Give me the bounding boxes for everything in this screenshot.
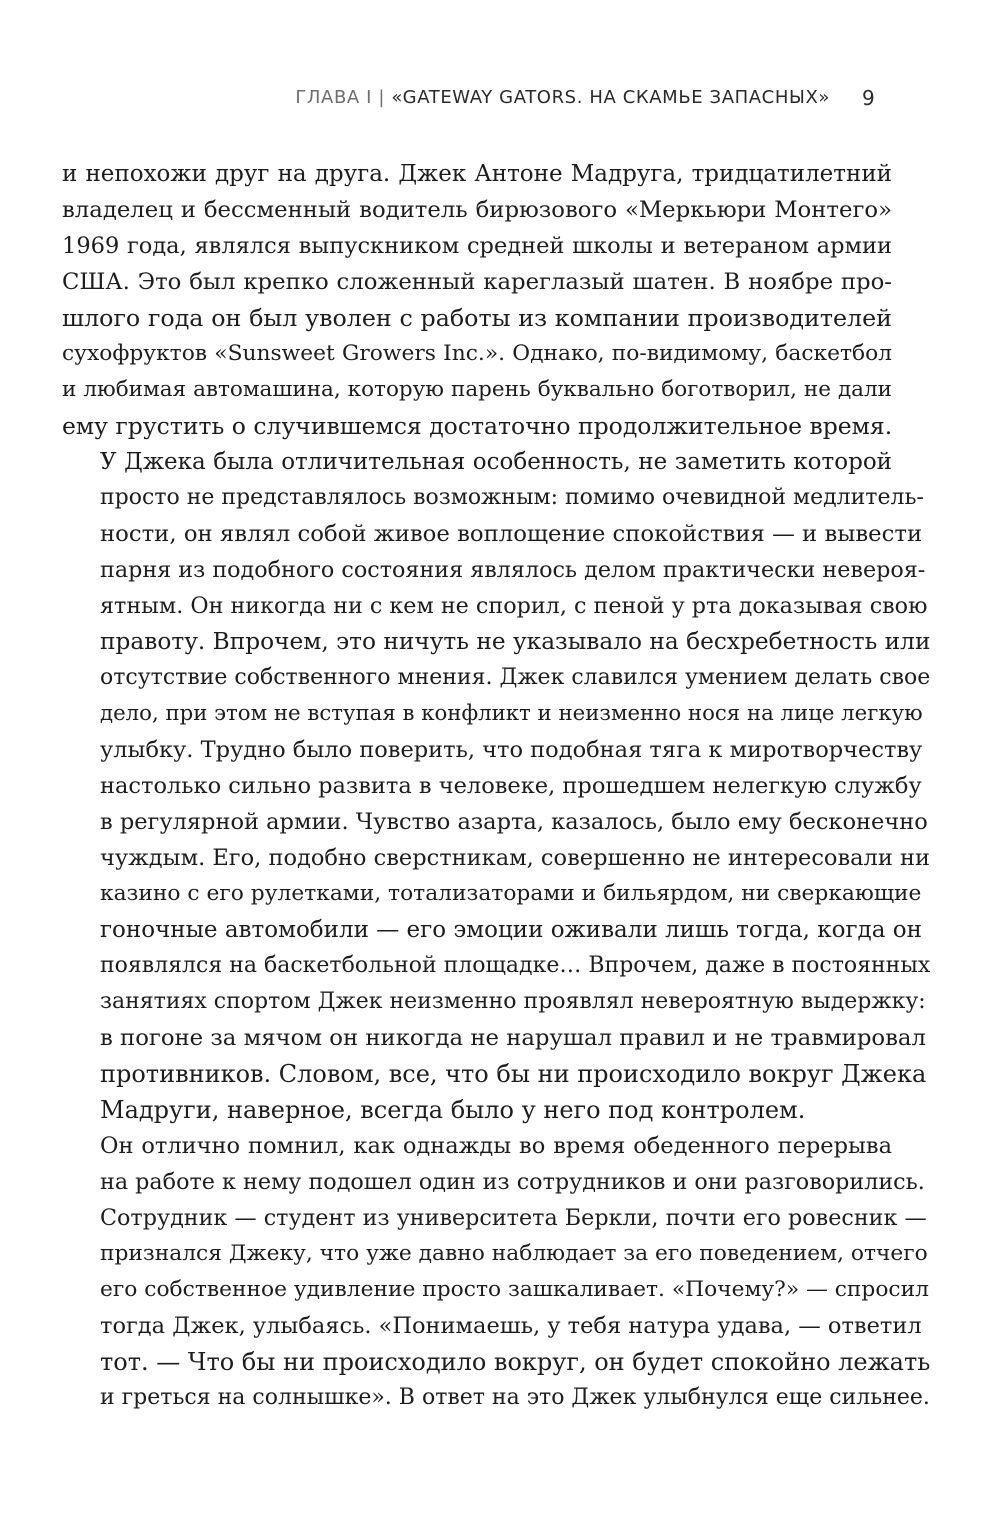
text-line: парня из подобного состояния являлось делом практически невероя- bbox=[100, 557, 926, 583]
text-line: отсутствие собственного мнения. Джек славился умением делать свое bbox=[100, 665, 931, 690]
text-line: настолько сильно развита в человеке, прошедшем нелегкую службу bbox=[100, 773, 922, 799]
chapter-title: «GATEWAY GATORS. НА СКАМЬЕ ЗАПАСНЫХ» bbox=[391, 87, 830, 108]
paragraph bbox=[62, 156, 892, 444]
body-text bbox=[62, 156, 931, 1416]
text-line: США. Это был крепко сложенный кареглазый шатен. В ноябре про- bbox=[62, 269, 892, 295]
text-line: просто не представлялось возможным: помимо очевидной медлитель- bbox=[100, 485, 924, 510]
paragraph bbox=[62, 1128, 931, 1416]
text-line: тот. — Что бы ни происходило вокруг, он будет спокойно лежать bbox=[100, 1348, 931, 1376]
text-line: Сотрудник — студент из университета Беркли, почти его ровесник — bbox=[100, 1205, 927, 1231]
text-line: противников. Словом, все, что бы ни происходило вокруг Джека bbox=[100, 1060, 927, 1088]
text-line: тогда Джек, улыбаясь. «Понимаешь, у тебя натура удава, — ответил bbox=[100, 1313, 922, 1339]
text-line: сухофруктов «Sunsweet Growers Inc.». Однако, по-видимому, баскетбол bbox=[62, 341, 892, 366]
text-line: на работе к нему подошел один из сотрудников и они разговорились. bbox=[100, 1169, 925, 1195]
text-line: в погоне за мячом он никогда не нарушал правил и не травмировал bbox=[100, 1025, 926, 1051]
text-line: 1969 года, являлся выпускником средней школы и ветераном армии bbox=[62, 233, 892, 259]
text-line: ятным. Он никогда ни с кем не спорил, с пеной у рта доказывая свою bbox=[100, 593, 928, 619]
text-line: казино с его рулетками, тотализаторами и бильярдом, ни сверкающие bbox=[100, 881, 922, 906]
text-line: его собственное удивление просто зашкаливает. «Почему?» — спросил bbox=[100, 1277, 929, 1302]
text-line: Он отлично помнил, как однажды во время обеденного перерыва bbox=[100, 1133, 892, 1159]
text-line: и греться на солнышке». В ответ на это Джек улыбнулся еще сильнее. bbox=[100, 1385, 930, 1410]
text-line: У Джека была отличительная особенность, не заметить которой bbox=[100, 449, 892, 475]
text-line: шлого года он был уволен с работы из компании производителей bbox=[62, 304, 892, 332]
text-line: занятиях спортом Джек неизменно проявлял невероятную выдержку: bbox=[100, 989, 926, 1014]
text-line: Мадруги, наверное, всегда было у него под контролем. bbox=[100, 1096, 806, 1124]
running-head bbox=[60, 87, 830, 108]
text-line: ему грустить о случившемся достаточно продолжительное время. bbox=[62, 412, 893, 440]
text-line: гоночные автомобили — его эмоции оживали лишь тогда, когда он bbox=[100, 917, 922, 943]
text-line: в регулярной армии. Чувство азарта, казалось, было ему бесконечно bbox=[100, 809, 928, 835]
text-line: и любимая автомашина, которую парень буквально боготворил, не дали bbox=[62, 377, 892, 402]
text-line: чуждым. Его, подобно сверстникам, совершенно не интересовали ни bbox=[100, 845, 930, 871]
text-line: правоту. Впрочем, это ничуть не указывало на бесхребетность или bbox=[100, 628, 931, 655]
text-line: появлялся на баскетбольной площадке… Впрочем, даже в постоянных bbox=[100, 953, 931, 978]
page-number: 9 bbox=[862, 86, 875, 110]
text-line: ности, он являл собой живое воплощение спокойствия — и вывести bbox=[100, 521, 923, 547]
paragraph bbox=[62, 444, 931, 1128]
text-line: улыбку. Трудно было поверить, что подобная тяга к миротворчеству bbox=[100, 737, 923, 763]
text-line: признался Джеку, что уже давно наблюдает за его поведением, отчего bbox=[100, 1241, 928, 1266]
chapter-label: ГЛАВА I | bbox=[295, 87, 386, 108]
text-line: владелец и бессменный водитель бирюзового «Меркьюри Монтего» bbox=[62, 197, 892, 223]
text-line: и непохожи друг на друга. Джек Антоне Мадруга, тридцатилетний bbox=[62, 161, 892, 187]
text-line: дело, при этом не вступая в конфликт и неизменно нося на лице легкую bbox=[100, 701, 923, 726]
